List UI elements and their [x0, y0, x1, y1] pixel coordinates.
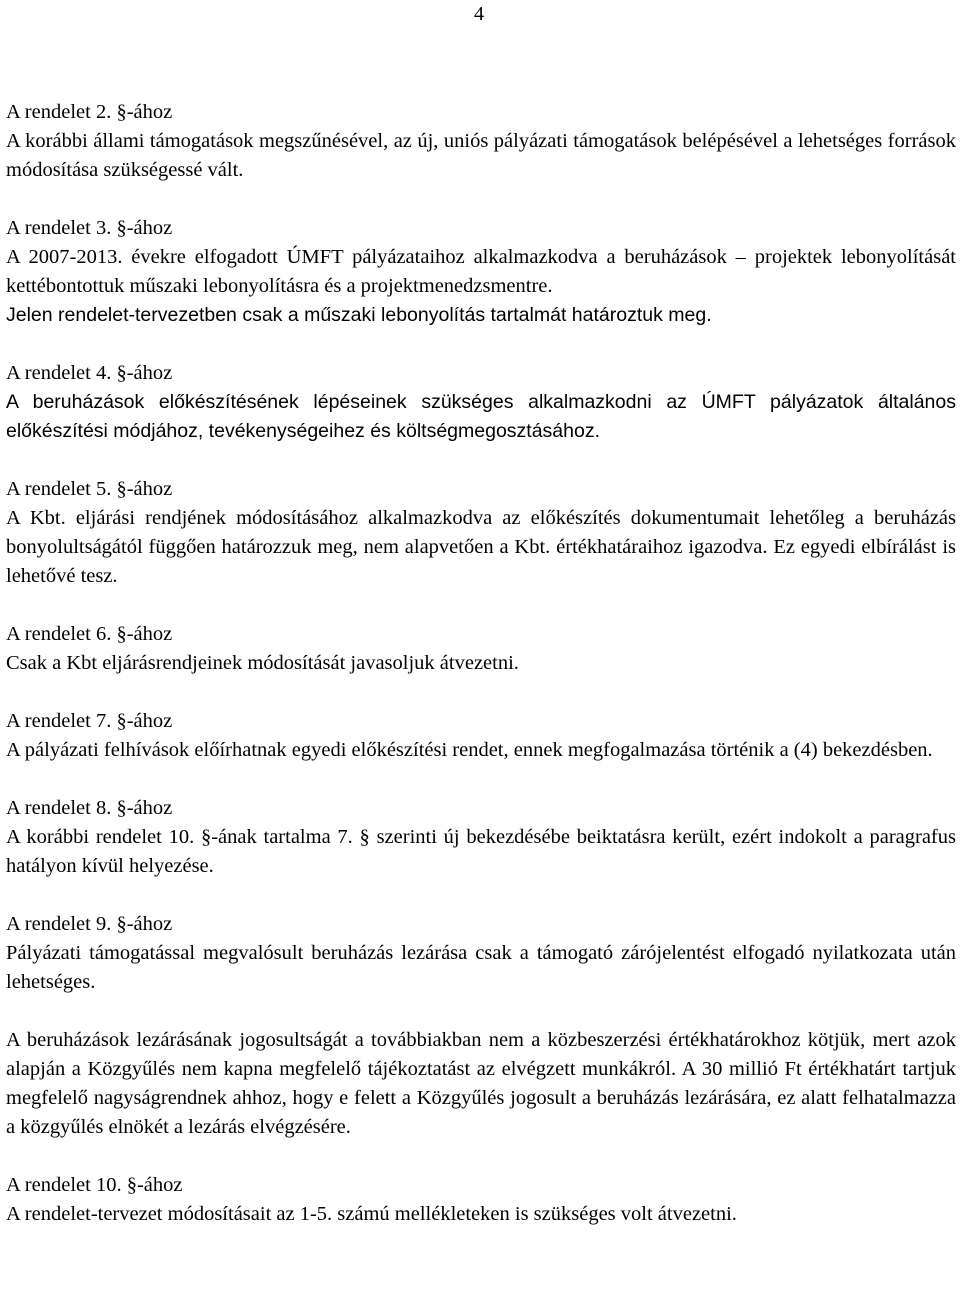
section-heading: A rendelet 6. §-ához — [6, 623, 173, 645]
section-5 — [6, 475, 956, 591]
section-heading: A rendelet 5. §-ához — [6, 478, 173, 500]
section-2 — [6, 98, 956, 185]
section-6 — [6, 620, 956, 678]
page-number: 4 — [474, 3, 484, 25]
section-paragraph: A rendelet-tervezet módosításait az 1-5. számú mellékleteken is szükséges volt átvezetni. — [6, 1203, 737, 1225]
section-paragraph: A pályázati felhívások előírhatnak egyedi előkészítési rendet, ennek megfogalmazása történik a (4) bekezdésben. — [6, 739, 933, 761]
section-paragraph: Csak a Kbt eljárásrendjeinek módosítását javasoljuk átvezetni. — [6, 652, 519, 674]
section-paragraph: A Kbt. eljárási rendjének módosításához alkalmazkodva az előkészítés dokumentumait lehetőleg a beruházás bonyolultságától függően határozzuk meg, nem alapvetően a Kbt. értékhatáraihoz igazodva. Ez egyedi elbírálást is lehetővé tesz. — [6, 507, 956, 587]
section-8 — [6, 794, 956, 881]
section-heading: A rendelet 10. §-ához — [6, 1174, 183, 1196]
document-body — [6, 98, 956, 1258]
section-heading: A rendelet 7. §-ához — [6, 710, 173, 732]
section-9-continued — [6, 1026, 956, 1142]
section-heading: A rendelet 9. §-ához — [6, 913, 173, 935]
section-10 — [6, 1171, 956, 1229]
section-9 — [6, 910, 956, 997]
section-heading: A rendelet 3. §-ához — [6, 217, 173, 239]
section-heading: A rendelet 2. §-ához — [6, 101, 173, 123]
section-paragraph: Pályázati támogatással megvalósult beruházás lezárása csak a támogató zárójelentést elfogadó nyilatkozata után lehetséges. — [6, 942, 956, 993]
section-4 — [6, 359, 956, 446]
section-heading: A rendelet 8. §-ához — [6, 797, 173, 819]
section-paragraph: A korábbi állami támogatások megszűnésével, az új, uniós pályázati támogatások belépésével a lehetséges források módosítása szükségessé vált. — [6, 130, 956, 181]
section-heading: A rendelet 4. §-ához — [6, 362, 173, 384]
section-paragraph: Jelen rendelet-tervezetben csak a műszaki lebonyolítás tartalmát határoztuk meg. — [6, 304, 712, 326]
section-paragraph: A beruházások lezárásának jogosultságát a továbbiakban nem a közbeszerzési értékhatárokhoz kötjük, mert azok alapján a Közgyűlés nem kapna megfelelő tájékoztatást az elvégzett munkákról. A 30 millió Ft értékhatárt tartjuk megfelelő nagyságrendnek ahhoz, hogy e felett a Közgyűlés jogosult a beruházás lezárására, ez alatt felhatalmazza a közgyűlés elnökét a lezárás elvégzésére. — [6, 1029, 956, 1138]
section-paragraph: A korábbi rendelet 10. §-ának tartalma 7. § szerinti új bekezdésébe beiktatásra került, ezért indokolt a paragrafus hatályon kívül helyezése. — [6, 826, 956, 877]
section-paragraph: A 2007-2013. évekre elfogadott ÚMFT pályázataihoz alkalmazkodva a beruházások – projektek lebonyolítását kettébontottuk műszaki lebonyolításra és a projektmenedzsmentre. — [6, 246, 956, 297]
section-7 — [6, 707, 956, 765]
section-3 — [6, 214, 956, 330]
section-paragraph: A beruházások előkészítésének lépéseinek szükséges alkalmazkodni az ÚMFT pályázatok általános előkészítési módjához, tevékenységeihez és költségmegosztásához. — [6, 391, 956, 442]
